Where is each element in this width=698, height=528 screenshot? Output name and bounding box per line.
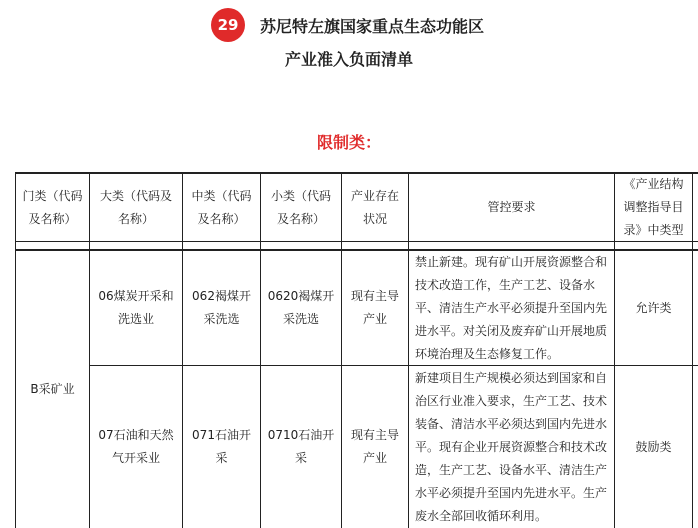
section-heading: 限制类：: [316, 133, 381, 152]
table-row-1-status: 现有主导产业: [350, 289, 399, 326]
table-row-1-middle: 062褐煤开采洗选: [192, 289, 251, 326]
table-row-2-status: 现有主导产业: [350, 428, 399, 465]
column-header-minor: 小类（代码及名称）: [270, 188, 331, 226]
table-row-2-major: 07石油和天然气开采业: [98, 428, 174, 465]
table-row-1-type: 允许类: [635, 300, 672, 315]
category-cell: B采矿业: [30, 382, 75, 396]
table-row-2-minor: 0710石油开采: [267, 428, 335, 465]
table-row-1-minor: 0620褐煤开采洗选: [267, 289, 335, 326]
column-header-middle: 中类（代码及名称）: [191, 188, 252, 226]
page-title: 苏尼特左旗国家重点生态功能区: [260, 17, 485, 36]
column-header-major: 大类（代码及名称）: [99, 188, 172, 226]
list-number-badge: 29: [211, 8, 245, 42]
table-row-2-requirement: 新建项目生产规模必须达到国家和自治区行业准入要求，生产工艺、技术装备、清洁水平必须达到国内先进水平。现有企业开展资源整合和技术改造，生产工艺、设备水平、清洁生产水平必须提升至国内先进水平。生产废水全部回收循环利用。: [415, 370, 608, 523]
table-row-2-middle: 071石油开采: [192, 428, 251, 465]
column-header-requirement: 管控要求: [487, 200, 536, 214]
table-row-2-type: 鼓励类: [635, 439, 672, 454]
table-row-1-major: 06煤炭开采和洗选业: [98, 289, 174, 326]
column-header-status: 产业存在状况: [350, 188, 399, 226]
column-header-category: 门类（代码及名称）: [22, 188, 83, 226]
page-subtitle: 产业准入负面清单: [284, 50, 413, 69]
negative-list-table: [0, 172, 698, 528]
column-header-type: 《产业结构调整指导目录》中类型: [623, 177, 684, 237]
table-row-1-requirement: 禁止新建。现有矿山开展资源整合和技术改造工作，生产工艺、设备水平、清洁生产水平必须提升至国内先进水平。对关闭及废弃矿山开展地质环境治理及生态修复工作。: [415, 254, 608, 361]
